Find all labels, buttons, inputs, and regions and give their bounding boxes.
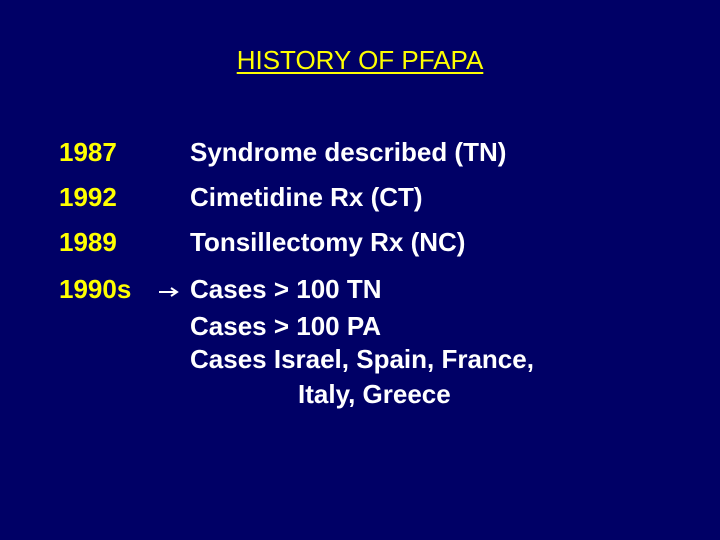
timeline-event: Tonsillectomy Rx (NC) <box>190 227 466 257</box>
timeline-year: 1987 <box>59 137 117 167</box>
timeline-event: Cases Israel, Spain, France, <box>190 344 534 374</box>
timeline-year: 1989 <box>59 227 117 257</box>
right-arrow-icon <box>158 286 182 298</box>
timeline-event: Italy, Greece <box>298 379 451 409</box>
timeline-year: 1992 <box>59 182 117 212</box>
timeline-event: Cases > 100 TN <box>190 274 382 304</box>
timeline-year: 1990s <box>59 274 132 304</box>
timeline-event: Cimetidine Rx (CT) <box>190 182 423 212</box>
timeline-event: Cases > 100 PA <box>190 311 382 341</box>
timeline-event: Syndrome described (TN) <box>190 137 507 167</box>
slide-title: HISTORY OF PFAPA <box>236 45 484 75</box>
